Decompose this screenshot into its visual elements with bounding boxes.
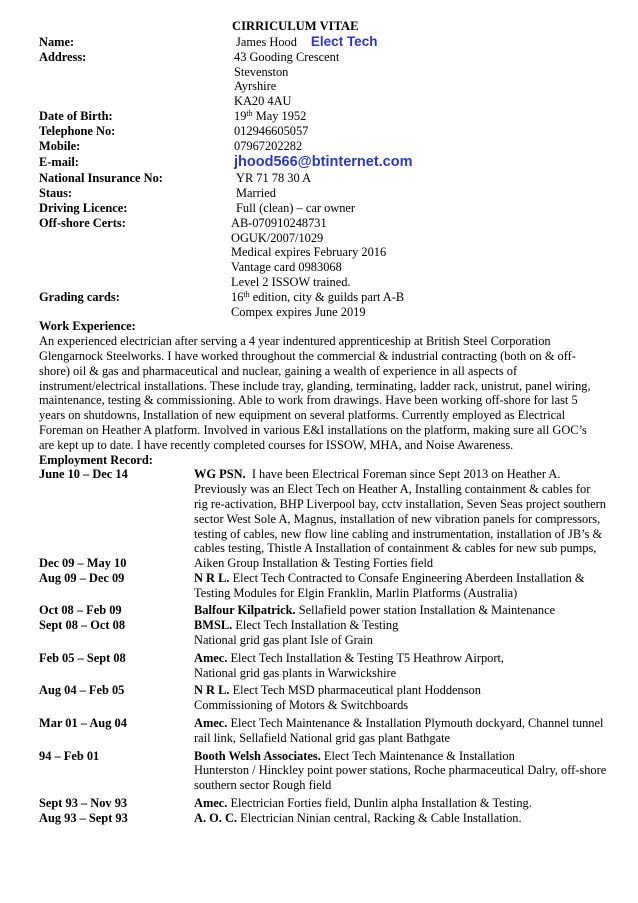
status-row xyxy=(39,186,625,201)
employment-date: Mar 01 – Aug 04 xyxy=(39,716,127,731)
telephone-value: 012946605057 xyxy=(234,123,309,138)
employment-line: N R L. Elect Tech Contracted to Consafe Engineering Aberdeen Installation & xyxy=(194,570,585,585)
dob-label: Date of Birth: xyxy=(39,108,113,123)
offshore-label: Off-shore Certs: xyxy=(39,215,126,230)
ni-value: YR 71 78 30 A xyxy=(236,171,312,186)
address-label: Address: xyxy=(39,49,87,64)
employer-name: Amec. xyxy=(194,796,228,811)
employment-line: southern sector Rough field xyxy=(194,778,332,793)
address-value xyxy=(234,50,625,109)
work-experience-heading: Work Experience: xyxy=(39,319,136,334)
employment-entry xyxy=(39,749,625,793)
employment-entry xyxy=(39,796,625,811)
employment-line: A. O. C. Electrician Ninian central, Racking & Cable Installation. xyxy=(194,810,522,825)
grading-value: 16th edition, city & guilds part A-B Compex expires June 2019 xyxy=(231,290,625,320)
status-value: Married xyxy=(236,186,276,201)
employment-date: Sept 93 – Nov 93 xyxy=(39,796,128,811)
employment-description xyxy=(194,571,625,601)
employer-name: Amec. xyxy=(194,650,228,665)
mobile-value: 07967202282 xyxy=(234,138,303,153)
offshore-line: Level 2 ISSOW trained. xyxy=(231,274,351,289)
address-line: 43 Gooding Crescent xyxy=(234,49,340,64)
offshore-line: OGUK/2007/1029 xyxy=(231,230,324,245)
offshore-row xyxy=(39,216,625,290)
employment-line: Previously was an Elect Tech on Heather A, Installing containment & cables for xyxy=(194,482,591,497)
address-line: Stevenston xyxy=(234,64,289,79)
employment-entry xyxy=(39,618,625,648)
employment-line: National grid gas plant Isle of Grain xyxy=(194,633,373,648)
employment-description xyxy=(194,683,625,713)
employer-name: WG PSN. xyxy=(194,467,246,482)
telephone-row xyxy=(39,124,625,139)
employment-line: Booth Welsh Associates. Elect Tech Maintenance & Installation xyxy=(194,748,515,763)
name-label: Name: xyxy=(39,35,75,49)
employer-name: A. O. C. xyxy=(194,810,238,825)
job-title: Elect Tech xyxy=(310,34,378,49)
employment-line: BMSL. Elect Tech Installation & Testing xyxy=(194,618,399,633)
employment-entry xyxy=(39,651,625,681)
driving-value: Full (clean) – car owner xyxy=(236,200,356,215)
employment-line: rig re-activation, BHP Liverpool bay, cctv installation, Seven Seas project southern xyxy=(194,496,606,511)
employment-date: Aug 04 – Feb 05 xyxy=(39,683,125,698)
grading-line: Compex expires June 2019 xyxy=(231,304,366,319)
employment-date: Feb 05 – Sept 08 xyxy=(39,650,126,665)
employment-line: Amec. Elect Tech Installation & Testing T5 Heathrow Airport, xyxy=(194,650,505,665)
offshore-line: Medical expires February 2016 xyxy=(231,245,387,260)
employment-description xyxy=(194,467,625,556)
employment-line: rail link, Sellafield National grid gas plant Bathgate xyxy=(194,730,451,745)
employment-entry xyxy=(39,467,625,556)
employment-heading: Employment Record: xyxy=(39,452,153,467)
employment-date: Sept 08 – Oct 08 xyxy=(39,618,126,633)
paragraph-line: Foreman on Heather A platform. Involved in various E&I installations on the platform, making sure all GOC’s xyxy=(39,422,587,437)
employment-line: Testing Modules for Elgin Franklin, Marlin Platforms (Australia) xyxy=(194,585,518,600)
employment-line: N R L. Elect Tech MSD pharmaceutical plant Hoddenson xyxy=(194,683,481,698)
employment-entry xyxy=(39,716,625,746)
employment-entry xyxy=(39,811,625,826)
employer-name: N R L. xyxy=(194,570,230,585)
paragraph-line: are kept up to date. I have recently completed courses for ISSOW, MHA, and Noise Awareness. xyxy=(39,437,514,452)
employment-description xyxy=(194,603,625,618)
email-label: E-mail: xyxy=(39,154,79,169)
paragraph-line: instrument/electrical installations. These include tray, glanding, terminating, ladder rack, unistrut, panel wiring, xyxy=(39,378,591,393)
paragraph-line: maintenance, testing & commissioning. Able to work from drawings. Have been working off-shore for last 5 xyxy=(39,393,578,408)
address-line: Ayrshire xyxy=(234,79,277,94)
dob-value: 19th May 1952 xyxy=(234,108,307,123)
ni-row xyxy=(39,171,625,186)
name-row xyxy=(39,35,625,50)
status-label: Staus: xyxy=(39,186,73,201)
employment-line: Commissioning of Motors & Switchboards xyxy=(194,698,409,713)
employment-description xyxy=(194,796,625,811)
employment-date: Oct 08 – Feb 09 xyxy=(39,603,122,618)
grading-row xyxy=(39,290,625,320)
employment-entry xyxy=(39,556,625,571)
employment-line: National grid gas plants in Warwickshire xyxy=(194,665,397,680)
employer-name: N R L. xyxy=(194,683,230,698)
driving-label: Driving Licence: xyxy=(39,200,128,215)
email-link[interactable]: jhood566@btinternet.com xyxy=(234,153,413,170)
employment-date: Dec 09 – May 10 xyxy=(39,556,127,571)
employment-line: Balfour Kilpatrick. Sellafield power station Installation & Maintenance xyxy=(194,603,556,618)
mobile-label: Mobile: xyxy=(39,138,81,153)
grading-label: Grading cards: xyxy=(39,289,120,304)
name-value: James Hood xyxy=(236,35,297,49)
email-row xyxy=(39,153,625,171)
employment-line: Amec. Electrician Forties field, Dunlin alpha Installation & Testing. xyxy=(194,796,532,811)
paragraph-line: years on shutdowns, Installation of new equipment on several platforms. Currently employed as Electrical xyxy=(39,408,566,423)
paragraph-line: shore) oil & gas and pharmaceutical and nuclear, gaining a wealth of experience in all aspects of xyxy=(39,363,518,378)
employment-date: 94 – Feb 01 xyxy=(39,748,100,763)
offshore-line: AB-070910248731 xyxy=(231,215,327,230)
employment-entry xyxy=(39,683,625,713)
work-experience-paragraph xyxy=(39,334,625,452)
offshore-value xyxy=(231,216,625,290)
dob-row xyxy=(39,109,625,124)
employment-list xyxy=(39,467,625,825)
employment-description xyxy=(194,811,625,826)
employment-description xyxy=(194,716,625,746)
offshore-line: Vantage card 0983068 xyxy=(231,260,342,275)
employment-date: Aug 93 – Sept 93 xyxy=(39,810,128,825)
paragraph-line: An experienced electrician after serving a 4 year indentured apprenticeship at British Steel Corporation xyxy=(39,334,551,349)
telephone-label: Telephone No: xyxy=(39,123,116,138)
cv-document xyxy=(39,18,625,826)
employment-date: June 10 – Dec 14 xyxy=(39,467,128,482)
employment-description xyxy=(194,556,625,571)
employer-name: Amec. xyxy=(194,716,228,731)
address-row xyxy=(39,50,625,109)
mobile-row xyxy=(39,139,625,154)
employer-name: BMSL. xyxy=(194,618,233,633)
employment-entry xyxy=(39,603,625,618)
employment-line: WG PSN. I have been Electrical Foreman since Sept 2013 on Heather A. xyxy=(194,467,561,482)
employment-line: Hunterston / Hinckley point power stations, Roche pharmaceutical Dalry, off-shore xyxy=(194,763,607,778)
employment-entry xyxy=(39,571,625,601)
employment-description xyxy=(194,651,625,681)
address-line: KA20 4AU xyxy=(234,94,292,109)
employment-line: sector West Sole A, Magnus, installation of new vibration panels for compressors, xyxy=(194,511,601,526)
paragraph-line: Glengarnock Steelworks. I have worked throughout the commercial & industrial contracting (both on & off- xyxy=(39,348,576,363)
employment-line: testing of cables, new flow line cabling and instrumentation, installation of JB’s & xyxy=(194,526,603,541)
employer-name: Balfour Kilpatrick. xyxy=(194,603,296,618)
driving-row xyxy=(39,201,625,216)
employment-line: Amec. Elect Tech Maintenance & Installation Plymouth dockyard, Channel tunnel xyxy=(194,716,604,731)
employment-line: cables testing, Thistle A Installation of containment & cables for new sub pumps, xyxy=(194,541,597,556)
employment-description xyxy=(194,749,625,793)
employment-date: Aug 09 – Dec 09 xyxy=(39,570,125,585)
ni-label: National Insurance No: xyxy=(39,171,163,186)
employment-description xyxy=(194,618,625,648)
employment-line: Aiken Group Installation & Testing Forties field xyxy=(194,556,434,571)
employer-name: Booth Welsh Associates. xyxy=(194,748,321,763)
document-title: CIRRICULUM VITAE xyxy=(232,19,359,33)
